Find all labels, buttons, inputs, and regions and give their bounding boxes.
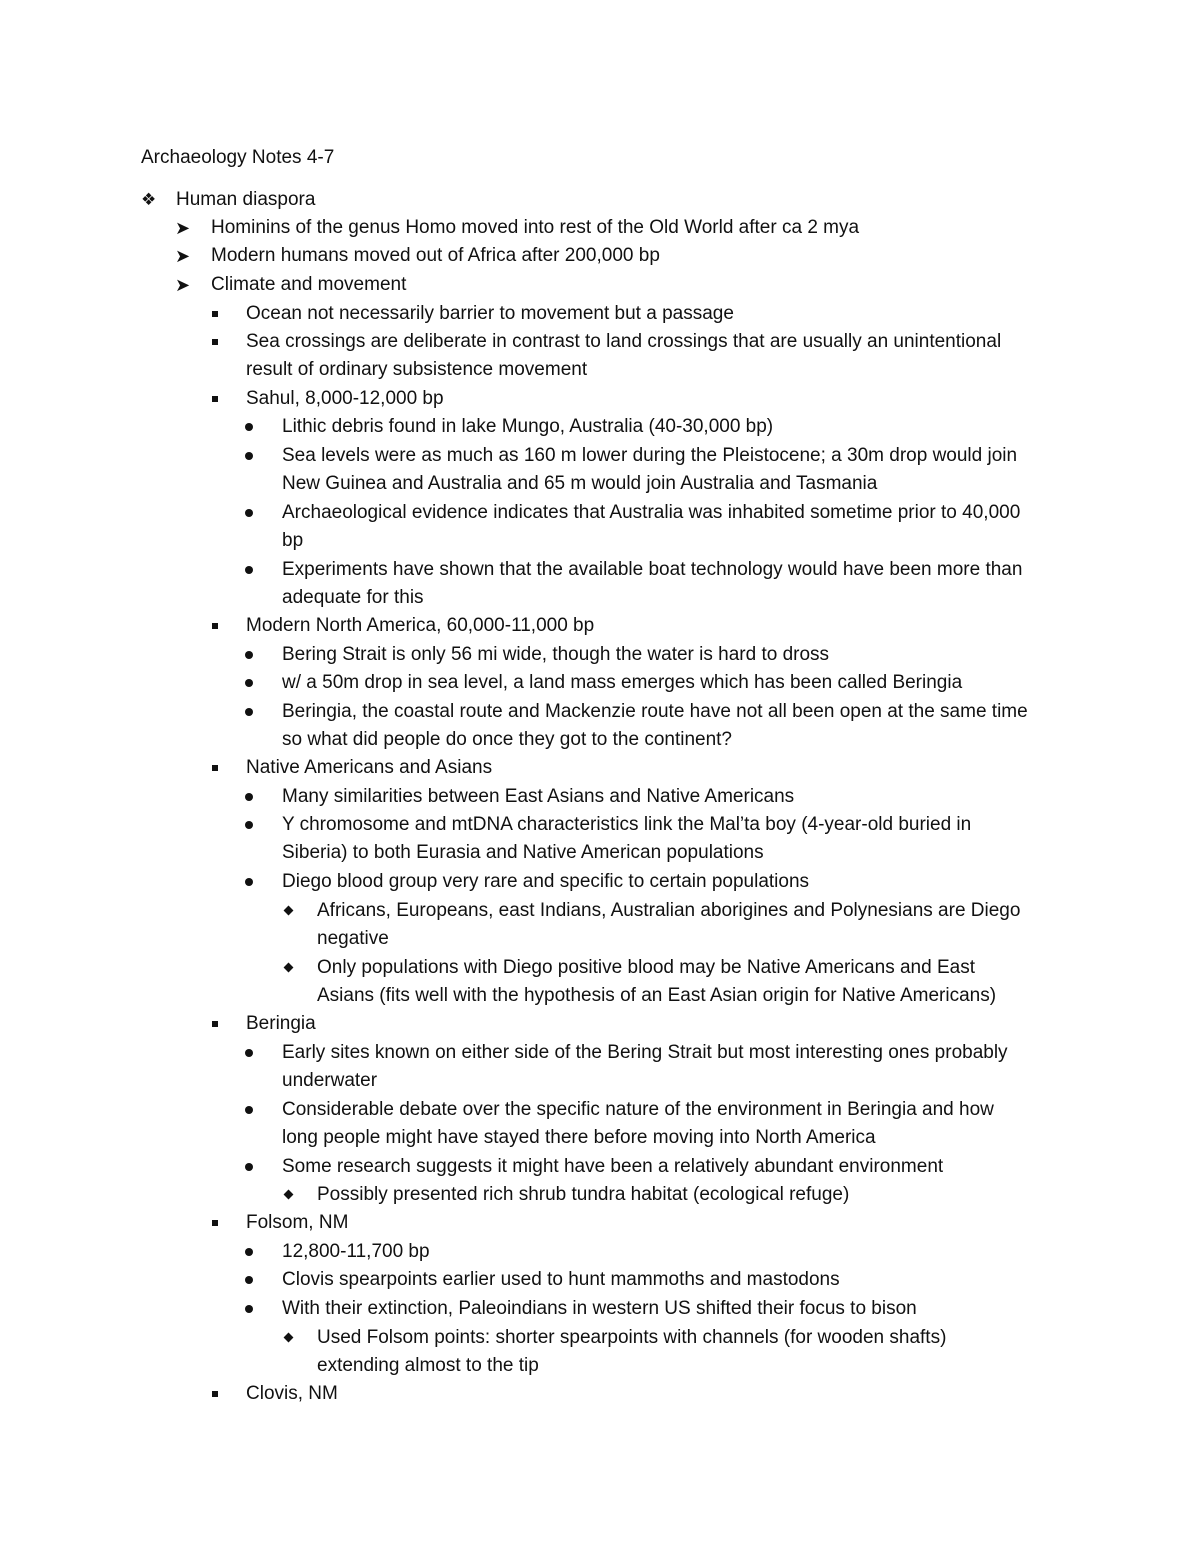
diamond-bullet-icon — [284, 906, 294, 916]
list-item: Modern North America, 60,000-11,000 bp — [246, 615, 595, 636]
list-item-continuation: underwater — [282, 1070, 378, 1091]
list-item: Considerable debate over the specific nature of the environment in Beringia and how — [282, 1099, 994, 1120]
diamond-bullet-icon — [284, 963, 294, 973]
list-item: Lithic debris found in lake Mungo, Australia (40-30,000 bp) — [282, 416, 774, 437]
list-item: Clovis spearpoints earlier used to hunt mammoths and mastodons — [282, 1269, 840, 1290]
list-item-continuation: result of ordinary subsistence movement — [246, 359, 588, 380]
list-item: Hominins of the genus Homo moved into rest of the Old World after ca 2 mya — [211, 217, 860, 238]
list-item-continuation: Asians (fits well with the hypothesis of an East Asian origin for Native Americans) — [317, 985, 997, 1006]
square-bullet-icon — [212, 623, 218, 629]
square-bullet-icon — [212, 311, 218, 317]
square-bullet-icon — [212, 1220, 218, 1226]
dot-bullet-icon — [245, 1248, 253, 1256]
dot-bullet-icon — [245, 821, 253, 829]
square-bullet-icon — [212, 339, 218, 345]
dot-bullet-icon — [245, 1049, 253, 1057]
list-item: Archaeological evidence indicates that Australia was inhabited sometime prior to 40,000 — [282, 502, 1021, 523]
list-item: Beringia — [246, 1013, 316, 1034]
dot-bullet-icon — [245, 793, 253, 801]
dot-bullet-icon — [245, 423, 253, 431]
diamond-bullet-icon — [284, 1333, 294, 1343]
list-item: Used Folsom points: shorter spearpoints with channels (for wooden shafts) — [317, 1327, 947, 1348]
square-bullet-icon — [212, 1021, 218, 1027]
diamond-bullet-icon — [284, 1190, 294, 1200]
list-item-continuation: extending almost to the tip — [317, 1355, 539, 1376]
list-item-continuation: long people might have stayed there before moving into North America — [282, 1127, 876, 1148]
list-item: Climate and movement — [211, 274, 407, 295]
list-item-continuation: New Guinea and Australia and 65 m would join Australia and Tasmania — [282, 473, 878, 494]
list-item-continuation: negative — [317, 928, 389, 949]
document-title: Archaeology Notes 4-7 — [141, 147, 335, 168]
list-item: Diego blood group very rare and specific to certain populations — [282, 871, 810, 892]
dot-bullet-icon — [245, 1276, 253, 1284]
list-item: Sahul, 8,000-12,000 bp — [246, 388, 444, 409]
list-item: Many similarities between East Asians and Native Americans — [282, 786, 795, 807]
clover-bullet-icon: ❖ — [141, 190, 157, 209]
dot-bullet-icon — [245, 566, 253, 574]
heading-human-diaspora: Human diaspora — [176, 189, 316, 210]
list-item: Experiments have shown that the available boat technology would have been more than — [282, 559, 1023, 580]
dot-bullet-icon — [245, 1106, 253, 1114]
dot-bullet-icon — [245, 1163, 253, 1171]
arrow-bullet-icon: ➤ — [175, 218, 191, 238]
list-item: Sea levels were as much as 160 m lower during the Pleistocene; a 30m drop would join — [282, 445, 1018, 466]
arrow-bullet-icon: ➤ — [175, 275, 191, 295]
arrow-bullet-icon: ➤ — [175, 246, 191, 266]
list-item: Early sites known on either side of the Bering Strait but most interesting ones probably — [282, 1042, 1008, 1063]
list-item: Only populations with Diego positive blood may be Native Americans and East — [317, 957, 975, 978]
square-bullet-icon — [212, 1391, 218, 1397]
list-item: Possibly presented rich shrub tundra habitat (ecological refuge) — [317, 1184, 850, 1205]
list-item: 12,800-11,700 bp — [282, 1241, 430, 1262]
list-item-continuation: adequate for this — [282, 587, 424, 608]
dot-bullet-icon — [245, 679, 253, 687]
square-bullet-icon — [212, 396, 218, 402]
list-item: w/ a 50m drop in sea level, a land mass emerges which has been called Beringia — [282, 672, 963, 693]
dot-bullet-icon — [245, 878, 253, 886]
list-item: Africans, Europeans, east Indians, Australian aborigines and Polynesians are Diego — [317, 900, 1021, 921]
list-item-continuation: Siberia) to both Eurasia and Native American populations — [282, 842, 764, 863]
list-item-continuation: bp — [282, 530, 304, 551]
dot-bullet-icon — [245, 708, 253, 716]
list-item: Beringia, the coastal route and Mackenzie route have not all been open at the same time — [282, 701, 1028, 722]
dot-bullet-icon — [245, 651, 253, 659]
list-item: Bering Strait is only 56 mi wide, though the water is hard to dross — [282, 644, 830, 665]
list-item: Native Americans and Asians — [246, 757, 493, 778]
square-bullet-icon — [212, 765, 218, 771]
list-item: Y chromosome and mtDNA characteristics link the Mal’ta boy (4-year-old buried in — [282, 814, 972, 835]
list-item: Modern humans moved out of Africa after 200,000 bp — [211, 245, 660, 266]
dot-bullet-icon — [245, 509, 253, 517]
dot-bullet-icon — [245, 452, 253, 460]
list-item: Folsom, NM — [246, 1212, 349, 1233]
list-item-continuation: so what did people do once they got to the continent? — [282, 729, 732, 750]
list-item: Clovis, NM — [246, 1383, 338, 1404]
dot-bullet-icon — [245, 1305, 253, 1313]
list-item: Some research suggests it might have been a relatively abundant environment — [282, 1156, 944, 1177]
list-item: With their extinction, Paleoindians in western US shifted their focus to bison — [282, 1298, 917, 1319]
list-item: Ocean not necessarily barrier to movement but a passage — [246, 303, 734, 324]
list-item: Sea crossings are deliberate in contrast to land crossings that are usually an unintentional — [246, 331, 1002, 352]
